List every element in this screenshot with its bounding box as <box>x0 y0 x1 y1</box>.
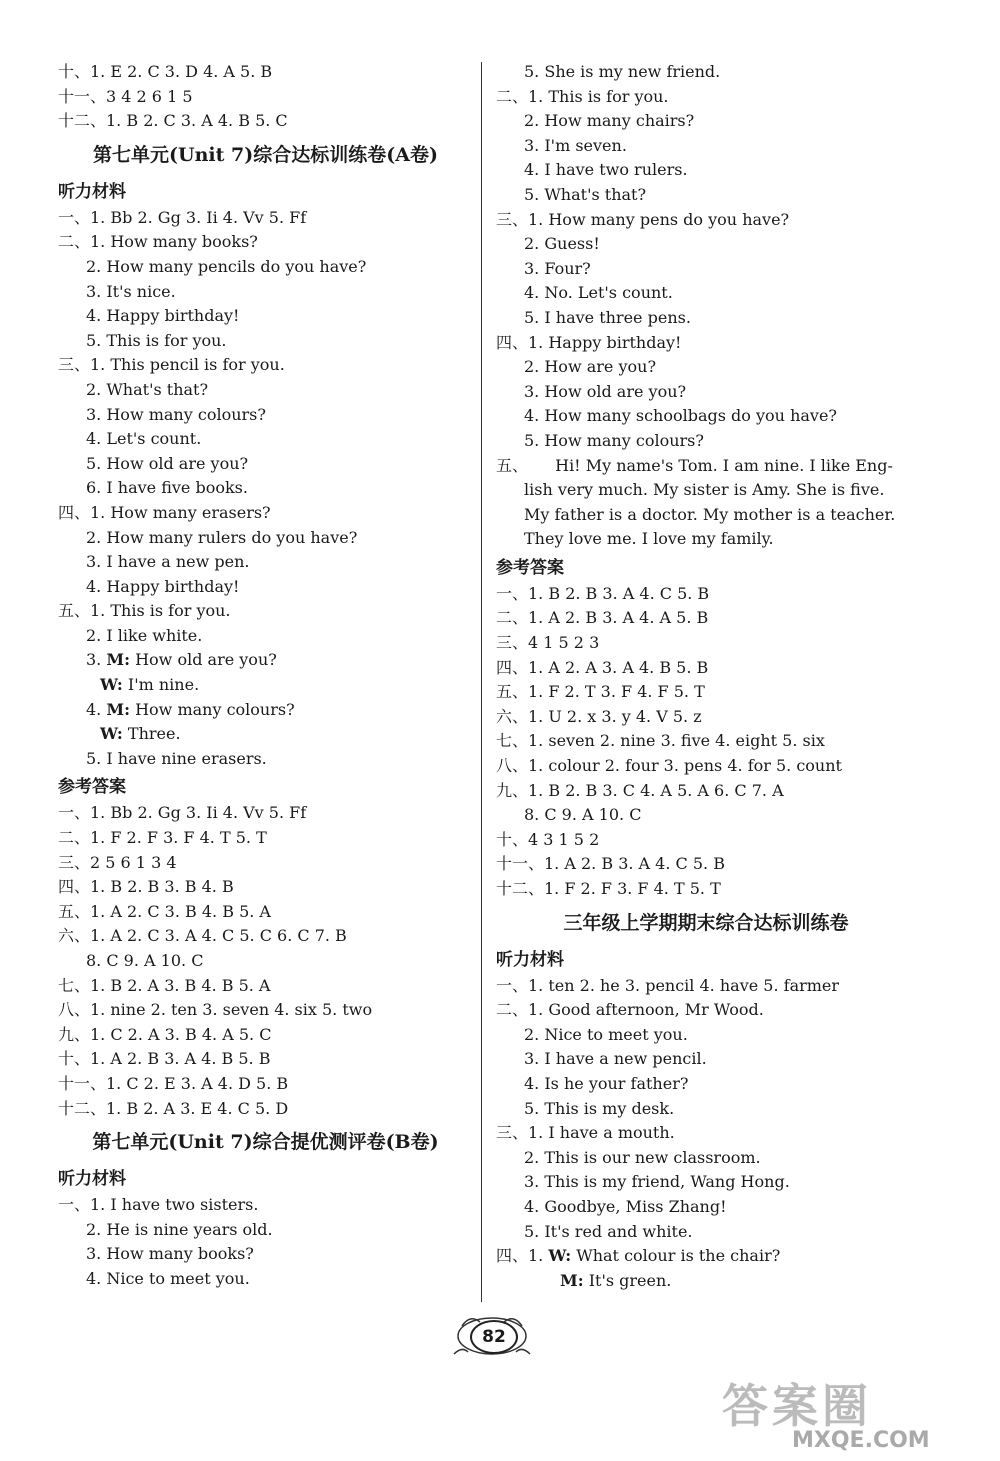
listening-heading: 听力材料 <box>496 949 564 970</box>
passage-line: My father is a doctor. My mother is a teacher. <box>524 504 896 524</box>
listening-line: 4. Happy birthday! <box>86 576 240 596</box>
dialogue-text: How many colours? <box>135 699 295 719</box>
listening-line: 三、1. I have a mouth. <box>496 1123 675 1143</box>
dialogue-line <box>58 648 473 673</box>
listening-line: 4. How many schoolbags do you have? <box>524 406 837 426</box>
speaker-label: W: <box>100 675 123 695</box>
answer-line: 四、1. B 2. B 3. B 4. B <box>58 877 234 897</box>
answer-line: 十、4 3 1 5 2 <box>496 829 600 849</box>
answer-line: 十二、1. B 2. A 3. E 4. C 5. D <box>58 1098 289 1118</box>
listening-line: 4. Goodbye, Miss Zhang! <box>524 1196 727 1216</box>
answer-line: 一、1. B 2. B 3. A 4. C 5. B <box>496 583 710 603</box>
listening-line: 三、1. This pencil is for you. <box>58 355 285 375</box>
listening-line: 4. Nice to meet you. <box>86 1268 250 1288</box>
dialogue-line <box>58 698 473 723</box>
listening-line: 3. How many colours? <box>86 404 266 424</box>
listening-line: 三、1. How many pens do you have? <box>496 209 790 229</box>
listening-line: 2. Nice to meet you. <box>524 1024 688 1044</box>
listening-line: 5. This is my desk. <box>524 1098 675 1118</box>
item-number: 3. <box>86 650 102 670</box>
watermark-text: 答案圈 <box>722 1379 872 1433</box>
answer-line: 六、1. A 2. C 3. A 4. C 5. C 6. C 7. B <box>58 926 347 946</box>
listening-line: 5. How old are you? <box>86 453 249 473</box>
speaker-label: W: <box>100 724 123 744</box>
listening-line: 2. How are you? <box>524 357 657 377</box>
listening-line: 4. Happy birthday! <box>86 306 240 326</box>
answer-line: 三、4 1 5 2 3 <box>496 633 600 653</box>
dialogue-text: It's green. <box>588 1270 672 1290</box>
passage-line: lish very much. My sister is Amy. She is five. <box>524 480 885 500</box>
answer-line: 十、1. A 2. B 3. A 4. B 5. B <box>58 1049 271 1069</box>
listening-line: 6. I have five books. <box>86 478 248 498</box>
listening-line: 2. How many chairs? <box>524 111 695 131</box>
answer-line: 二、1. A 2. B 3. A 4. A 5. B <box>496 608 709 628</box>
listening-line: 2. Guess! <box>524 234 600 254</box>
answer-line: 8. C 9. A 10. C <box>524 805 642 825</box>
right-column <box>496 60 916 1293</box>
answer-line: 8. C 9. A 10. C <box>86 951 204 970</box>
speaker-label: M: <box>560 1270 584 1290</box>
passage-line <box>496 454 916 479</box>
listening-line: 3. It's nice. <box>86 281 176 301</box>
listening-line: 二、1. Good afternoon, Mr Wood. <box>496 1000 764 1020</box>
listening-line: 一、1. I have two sisters. <box>58 1195 259 1215</box>
answer-line: 十、1. E 2. C 3. D 4. A 5. B <box>58 62 273 81</box>
watermark-logo <box>722 1370 992 1458</box>
listening-line: 4. I have two rulers. <box>524 160 688 180</box>
listening-line: 3. I have a new pen. <box>86 552 250 572</box>
speaker-label: M: <box>106 699 130 719</box>
answer-line: 九、1. C 2. A 3. B 4. A 5. C <box>58 1024 272 1044</box>
listening-line: 3. I'm seven. <box>524 135 627 155</box>
answers-heading: 参考答案 <box>496 557 564 578</box>
listening-line: 4. Let's count. <box>86 429 202 449</box>
listening-line: 2. This is our new classroom. <box>524 1147 761 1167</box>
listening-line: 5. How many colours? <box>524 430 704 450</box>
speaker-label: M: <box>106 650 130 670</box>
listening-line: 2. How many pencils do you have? <box>86 256 367 276</box>
answer-line: 六、1. U 2. x 3. y 4. V 5. z <box>496 706 702 726</box>
answer-line: 七、1. seven 2. nine 3. five 4. eight 5. six <box>496 731 825 751</box>
dialogue-text: How old are you? <box>135 650 277 670</box>
listening-line: 3. How old are you? <box>524 381 687 401</box>
left-column <box>58 60 473 1292</box>
answers-heading: 参考答案 <box>58 777 126 798</box>
listening-line: 3. How many books? <box>86 1244 254 1264</box>
item-number: 4. <box>86 699 102 719</box>
listening-line: 二、1. How many books? <box>58 232 258 252</box>
listening-line: 一、1. ten 2. he 3. pencil 4. have 5. farmer <box>496 975 840 995</box>
dialogue-line <box>58 722 473 747</box>
listening-heading: 听力材料 <box>58 181 126 202</box>
page-number: 82 <box>470 1320 518 1354</box>
answer-line: 七、1. B 2. A 3. B 4. B 5. A <box>58 975 271 995</box>
dialogue-text: I'm nine. <box>127 675 200 695</box>
listening-line: 5. I have nine erasers. <box>86 748 267 768</box>
listening-line: 3. I have a new pencil. <box>524 1049 707 1069</box>
listening-line: 5. This is for you. <box>86 330 227 350</box>
answer-line: 十一、1. C 2. E 3. A 4. D 5. B <box>58 1073 289 1093</box>
answer-line: 三、2 5 6 1 3 4 <box>58 852 177 872</box>
column-divider <box>481 62 482 1302</box>
dialogue-text: What colour is the chair? <box>576 1246 781 1266</box>
listening-line: 5. I have three pens. <box>524 307 691 327</box>
answer-line: 八、1. colour 2. four 3. pens 4. for 5. count <box>496 756 842 776</box>
page-footer <box>448 1310 538 1360</box>
answer-line: 九、1. B 2. B 3. C 4. A 5. A 6. C 7. A <box>496 780 784 800</box>
answer-line: 四、1. A 2. A 3. A 4. B 5. B <box>496 657 709 677</box>
passage-text: Hi! My name's Tom. I am nine. I like Eng- <box>555 455 893 475</box>
speaker-label: W: <box>548 1246 572 1266</box>
listening-line: 五、1. This is for you. <box>58 601 231 621</box>
unit7a-title: 第七单元(Unit 7)综合达标训练卷(A卷) <box>93 143 438 166</box>
watermark-url: MXQE.COM <box>792 1428 930 1453</box>
listening-line: 3. Four? <box>524 258 591 278</box>
listening-line: 4. No. Let's count. <box>524 283 673 303</box>
dialogue-line <box>58 673 473 698</box>
listening-line: 2. What's that? <box>86 379 209 399</box>
item-number: 四、1. <box>496 1246 544 1266</box>
answer-line: 十二、1. B 2. C 3. A 4. B 5. C <box>58 111 288 131</box>
answer-line: 二、1. F 2. F 3. F 4. T 5. T <box>58 828 267 848</box>
section-label: 五、 <box>496 455 529 475</box>
unit7b-title: 第七单元(Unit 7)综合提优测评卷(B卷) <box>92 1131 439 1154</box>
dialogue-line <box>496 1269 916 1294</box>
answer-line: 一、1. Bb 2. Gg 3. Ii 4. Vv 5. Ff <box>58 803 307 823</box>
listening-line: 二、1. This is for you. <box>496 86 669 106</box>
answer-line: 十一、3 4 2 6 1 5 <box>58 86 193 106</box>
answer-line: 十二、1. F 2. F 3. F 4. T 5. T <box>496 879 721 898</box>
dialogue-line <box>496 1244 916 1269</box>
listening-line: 四、1. How many erasers? <box>58 502 271 522</box>
listening-line: 5. What's that? <box>524 184 647 204</box>
answer-line: 八、1. nine 2. ten 3. seven 4. six 5. two <box>58 1000 373 1020</box>
listening-line: 2. How many rulers do you have? <box>86 527 358 547</box>
listening-line: 3. This is my friend, Wang Hong. <box>524 1172 790 1192</box>
answer-line: 五、1. F 2. T 3. F 4. F 5. T <box>496 682 705 702</box>
listening-line: 4. Is he your father? <box>524 1073 689 1093</box>
answer-line: 十一、1. A 2. B 3. A 4. C 5. B <box>496 854 725 874</box>
listening-line: 四、1. Happy birthday! <box>496 332 682 352</box>
listening-line: 一、1. Bb 2. Gg 3. Ii 4. Vv 5. Ff <box>58 207 307 227</box>
listening-line: 2. I like white. <box>86 625 203 645</box>
passage-line: They love me. I love my family. <box>524 529 774 549</box>
listening-line: 5. She is my new friend. <box>524 62 721 81</box>
listening-line: 5. It's red and white. <box>524 1221 693 1241</box>
listening-heading: 听力材料 <box>58 1169 126 1190</box>
listening-line: 2. He is nine years old. <box>86 1219 273 1239</box>
final-exam-title: 三年级上学期期末综合达标训练卷 <box>563 911 849 934</box>
dialogue-text: Three. <box>127 724 181 744</box>
answer-line: 五、1. A 2. C 3. B 4. B 5. A <box>58 901 271 921</box>
